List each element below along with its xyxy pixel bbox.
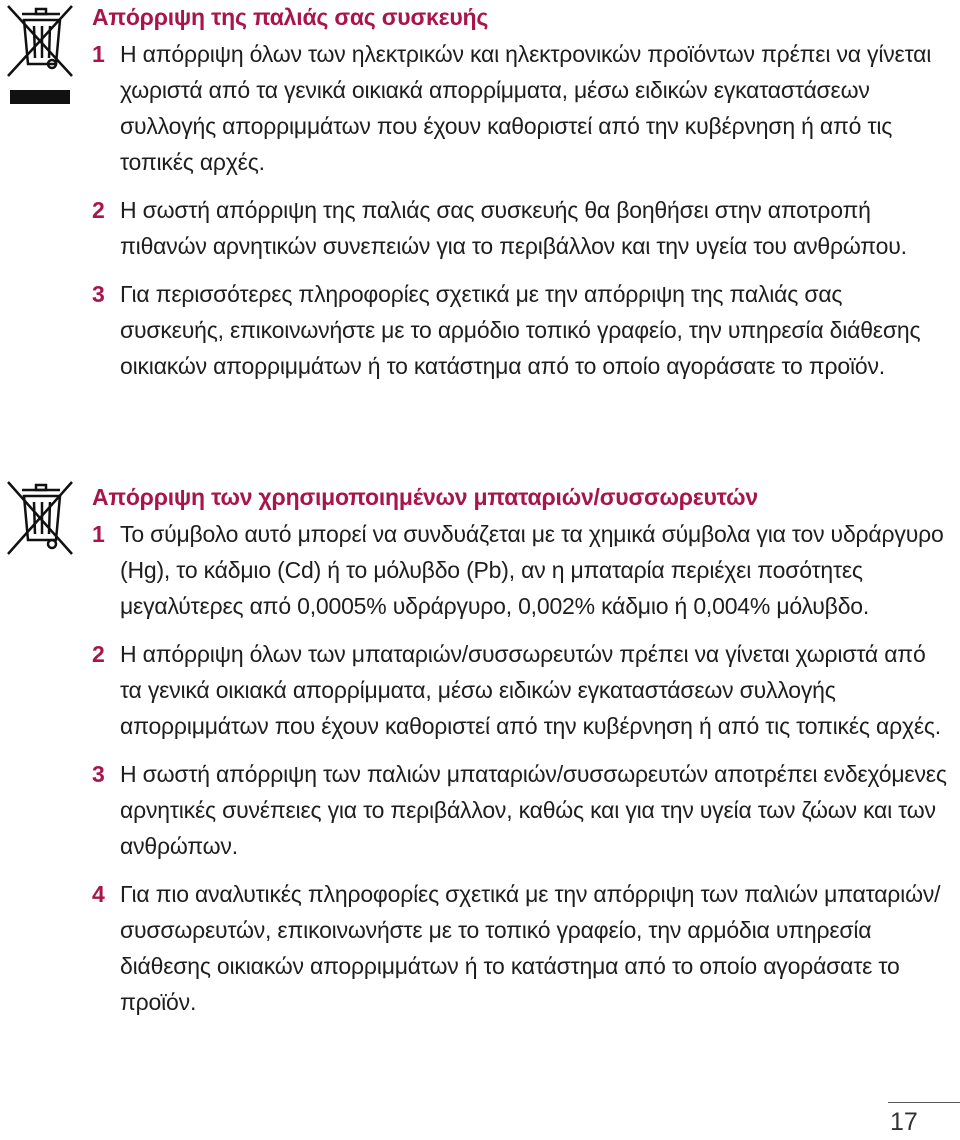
item-number: 2 (92, 641, 105, 667)
item-number: 2 (92, 197, 105, 223)
list-item (92, 636, 952, 744)
page-number-rule (888, 1102, 960, 1103)
list-item (92, 36, 952, 180)
item-number: 1 (92, 521, 105, 547)
item-number: 4 (92, 881, 105, 907)
list-item (92, 876, 952, 1020)
section-heading: Απόρριψη των χρησιμοποιημένων μπαταριών/συσσωρευτών (92, 484, 758, 510)
item-text: Για πιο αναλυτικές πληροφορίες σχετικά με την απόρριψη των παλιών μπαταριών/συσσωρευτών, επικοινωνήστε με το τοπικό γραφείο, την αρμόδια υπηρεσία διάθεσης οικιακών απορριμμάτων ή το κατάστημα από το οποίο αγοράσατε το προϊόν. (120, 881, 941, 1015)
item-text: Το σύμβολο αυτό μπορεί να συνδυάζεται με τα χημικά σύμβολα για τον υδράργυρο (Hg), το κάδμιο (Cd) ή το μόλυβδο (Pb), αν η μπαταρία περιέχει ποσότητες μεγαλύτερες από 0,0005% υδράργυρο, 0,002% κάδμιο ή 0,004% μόλυβδο. (120, 521, 944, 619)
page-number: 17 (890, 1108, 918, 1136)
item-text: Η σωστή απόρριψη των παλιών μπαταριών/συσσωρευτών αποτρέπει ενδεχόμενες αρνητικές συνέπειες για το περιβάλλον, καθώς και για την υγεία των ζώων και των ανθρώπων. (120, 761, 947, 859)
item-text: Η απόρριψη όλων των ηλεκτρικών και ηλεκτρονικών προϊόντων πρέπει να γίνεται χωριστά από τα γενικά οικιακά απορρίμματα, μέσω ειδικών εγκαταστάσεων συλλογής απορριμμάτων που έχουν καθοριστεί από την κυβέρνηση ή από τις τοπικές αρχές. (120, 41, 932, 175)
item-text: Η απόρριψη όλων των μπαταριών/συσσωρευτών πρέπει να γίνεται χωριστά από τα γενικά οικιακά απορρίμματα, μέσω ειδικών εγκαταστάσεων συλλογής απορριμμάτων που έχουν καθοριστεί από την κυβέρνηση ή από τις τοπικές αρχές. (120, 641, 941, 739)
crossed-bin-with-bar-icon (4, 2, 76, 111)
list-item (92, 516, 952, 624)
item-number: 3 (92, 761, 105, 787)
list-item (92, 276, 952, 384)
item-text: Η σωστή απόρριψη της παλιάς σας συσκευής θα βοηθήσει στην αποτροπή πιθανών αρνητικών συνεπειών για το περιβάλλον και την υγεία του ανθρώπου. (120, 197, 907, 259)
item-number: 3 (92, 281, 105, 307)
section-heading: Απόρριψη της παλιάς σας συσκευής (92, 4, 489, 30)
crossed-bin-icon (4, 478, 76, 565)
item-number: 1 (92, 41, 105, 67)
item-text: Για περισσότερες πληροφορίες σχετικά με την απόρριψη της παλιάς σας συσκευής, επικοινωνήστε με το αρμόδιο τοπικό γραφείο, την υπηρεσία διάθεσης οικιακών απορριμμάτων ή το κατάστημα από το οποίο αγοράσατε το προϊόν. (120, 281, 921, 379)
list-item (92, 756, 952, 864)
list-item (92, 192, 952, 264)
